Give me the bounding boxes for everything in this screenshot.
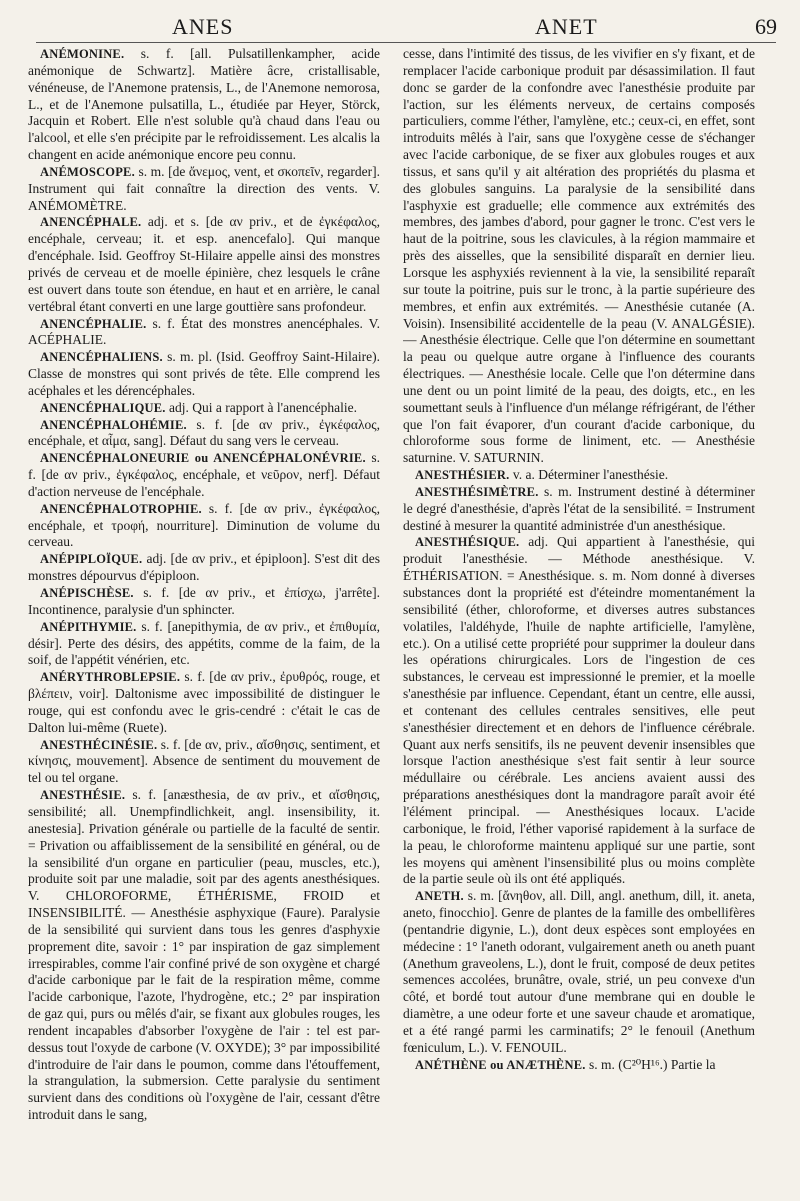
entry-definition: s. m. (C²⁰H¹⁶.) Partie la (585, 1056, 716, 1072)
dictionary-entry (28, 46, 380, 164)
entry-definition: s. f. [de αν priv., ἐγκέφαλος, encéphale, et τροφή, nourriture]. Diminution de volume du cerveau. (28, 500, 380, 550)
entry-definition: s. f. [de αν priv., ἐγκέφαλος, encéphale, et νεῦρον, nerf]. Défaut d'action nerveuse de l'encéphale. (28, 450, 380, 499)
entry-headword: ANETH. (415, 889, 464, 904)
entry-definition: adj. Qui a rapport à l'anencéphalie. (165, 399, 357, 415)
dictionary-entry (28, 737, 380, 788)
dictionary-entry (28, 619, 380, 670)
entry-definition: s. f. [de αν priv., ἐρυθρός, rouge, et βλέπειν, voir]. Daltonisme avec impossibilité de distinguer le rouge, qui est confondu avec le gris-cendré : c'était le cas de Dalton lui-même (Ruete). (28, 669, 380, 735)
header-rule (36, 42, 776, 43)
entry-definition: s. m. [ἄνηθον, all. Dill, angl. anethum, dill, it. aneta, aneto, finocchio]. Genre de plantes de la famille des ombellifères (pentandrie digynie, L.), dont deux espèces sont employées en médecine : 1° l'aneth odorant, vulgairement aneth ou aneth puant (Anethum graveolens, L.), dont le fruit, composé de deux petites semences accolées, brunâtre, ovale, strié, un peu convexe d'un côté, et bordé tout autour d'une membrane qui en double le diamètre, a une odeur forte et une saveur chaude et aromatique, et a été rangé parmi les carminatifs; 2° le fenouil (Anethum fœniculum, L.). V. FENOUIL. (403, 888, 755, 1055)
entry-headword: ANENCÉPHALONEURIE ou ANENCÉPHALONÉVRIE. (40, 451, 366, 466)
dictionary-entry (28, 585, 380, 619)
entry-definition: s. f. [anæsthesia, de αν priv., et αἴσθησις, sensibilité; all. Unempfindlichkeit, angl. insensibility, it. anestesia]. Privation générale ou partielle de la faculté de sentir. = Privation ou affaiblissement de la sensibilité en général, ou de la sensibilité d'un organe en particulier (peau, muscles, etc.), produite soit par une maladie, soit par des agents anesthésiques. V. CHLOROFORME, ÉTHÉRISME, FROID et INSENSIBILITÉ. — Anesthésie asphyxique (Faure). Paralysie de la sensibilité qui survient dans tous les genres d'asphyxie proprement dite, savoir : 1° par inspiration de gaz simplement irrespirables, comme l'air confiné privé de son oxygène et chargé d'acide carbonique par le fait de la respiration même, comme l'acide carbonique, l'azote, l'hydrogène, etc.; 2° par inspiration de gaz qui, purs ou mêlés d'air, se fixant aux globules rouges, les rendent incapables d'absorber l'oxygène de l'air : tel est par-dessus tout l'oxyde de carbone (V. OXYDE); 3° par impossibilité d'introduire de l'air dans le poumon, comme dans l'étouffement, la strangulation, la submersion. Cette paralysie du sentiment survient dans des conditions où l'oxygène de l'air, cessant d'être introduit dans le sang, (28, 787, 380, 1123)
dictionary-entry (28, 214, 380, 315)
entry-definition: adj. Qui appartient à l'anesthésie, qui produit l'anesthésie. — Méthode anesthésique. V. ÉTHÉRISATION. = Anesthésique. s. m. Nom donné à diverses substances dont la propriété est d'éteindre momentanément la sensibilité (éther, chloroforme, et diverses autres substances volatiles, l'aldéhyde, l'huile de naphte artificielle, l'amylène, etc.). On a utilisé cette propriété pour supprimer la douleur dans les opérations chirurgicales. Lors de l'ingestion de ces substances, le cerveau est impressionné le premier, et la moelle s'anesthésie par influence. Cependant, étant un centre, elle aussi, et contenant des cellules centrales sensitives, elle peut s'anesthésier directement et en dehors de l'influence cérébrale. Quant aux nerfs sensitifs, ils ne peuvent devenir insensibles que lorsque l'action anesthésique s'est fait sentir à leur source médullaire ou cérébrale. Les anciens avaient aussi des préparations anesthésiques dont la mandragore paraît avoir été l'élément principal. — Anesthésiques locaux. L'acide carbonique, le froid, l'éther vaporisé rapidement à la surface de la peau, le chloroforme maintenu appliqué sur une partie, sont les moyens qui amènent l'insensibilité plus ou moins complète de la partie seule où ils ont été appliqués. (403, 534, 755, 887)
dictionary-entry (403, 888, 755, 1056)
dictionary-entry (403, 46, 755, 467)
entry-headword: ANÉRYTHROBLEPSIE. (40, 670, 181, 685)
entry-headword: ANENCÉPHALOHÉMIE. (40, 417, 187, 432)
entry-headword: ANÉMOSCOPE. (40, 164, 135, 179)
dictionary-entry (28, 417, 380, 451)
dictionary-entry (403, 467, 755, 484)
entry-definition: adj. et s. [de αν priv., et de ἐγκέφαλος, encéphale, cerveau; it. et esp. anencefalo]. Qui manque d'encéphale. Isid. Geoffroy St-Hilaire appelle ainsi des monstres privés de cerveau et de moelle épinière, chez lesquels le crâne est ouvert dans toute son étendue, en haut et en arrière, le canal vertébral étant converti en une large gouttière sans profondeur. (28, 214, 380, 314)
entry-headword: ANÉPISCHÈSE. (40, 586, 134, 600)
dictionary-entry (28, 551, 380, 585)
entry-definition: s. m. [de ἄνεμος, vent, et σκοπεῖν, regarder]. Instrument qui fait connaître la direction des vents. V. ANÉMOMÈTRE. (28, 163, 380, 213)
page-number: 69 (755, 14, 777, 39)
entry-definition: s. f. [anepithymia, de αν priv., et ἐπιθυμία, désir]. Perte des désirs, des appétits, comme de la faim, de la soif, de l'appétit vénérien, etc. (28, 618, 380, 668)
entry-headword: ANÉMONINE. (40, 47, 125, 61)
entry-definition: cesse, dans l'intimité des tissus, de les vivifier en s'y fixant, et de remplacer l'acide carbonique produit par désassimilation. Il faut donc se garder de la confondre avec l'anesthésie produite par l'action, sur les éléments nerveux, de certains composés particuliers, comme l'éther, l'amylène, etc.; ceux-ci, en effet, sont introduits mêlés à l'air, sans que l'oxygène cesse de s'échanger avec l'acide carbonique, de se fixer aux globules rouges et aux tissus, et sans qu'il y ait altération des propriétés du plasma et des globules sanguins. La paralysie de la sensibilité dans l'asphyxie est graduelle; elle commence aux extrémités des membres, des jambes d'abord, pour gagner le tronc. C'est vers le haut de la poitrine, sous les clavicules, à la région mammaire et près des aisselles, que la sensibilité disparaît en dernier lieu. Lorsque les asphyxiés reviennent à la vie, la sensibilité reparaît sur toute la poitrine, puis sur le tronc, à la partie supérieure des membres, et enfin aux extrémités. — Anesthésie cutanée (A. Voisin). Insensibilité accidentelle de la peau (V. ANALGÉSIE). — Anesthésie électrique. Celle que l'on détermine en soumettant la peau ou quelque autre organe à l'influence des courants électriques. — Anesthésie locale. Celle que l'on détermine dans une dent ou un point limité de la peau, des doigts, etc., en les soumettant seuls à l'influence d'un mélange réfrigérant, de l'éther que l'on fait évaporer, d'un courant d'acide carbonique, du chloroforme sous forme de liniment, etc. — Anesthésie saturnine. V. SATURNIN. (403, 46, 755, 466)
entry-definition: s. f. [de αν priv., et ἐπίσχω, j'arrête]. Incontinence, paralysie d'un sphincter. (28, 585, 380, 617)
entry-definition: s. f. [de αν priv., ἐγκέφαλος, encéphale, et αἷμα, sang]. Défaut du sang vers le cerveau. (28, 416, 380, 449)
dictionary-entry (28, 316, 380, 350)
entry-headword: ANESTHÉSIE. (40, 788, 126, 803)
entry-headword: ANESTHÉSIQUE. (415, 535, 520, 550)
entry-definition: adj. [de αν priv., et épiploon]. S'est dit des monstres dépourvus d'épiploon. (28, 551, 380, 584)
entry-definition: s. f. État des monstres anencéphales. V. ACÉPHALIE. (28, 315, 380, 348)
entry-headword: ANENCÉPHALIE. (40, 316, 147, 331)
running-header (0, 6, 800, 42)
dictionary-entry (403, 534, 755, 888)
entry-headword: ANÉPITHYMIE. (40, 619, 137, 634)
header-left-word: ANES (172, 14, 234, 39)
dictionary-entry (28, 501, 380, 552)
entry-headword: ANÉTHÈNE ou ANÆTHÈNE. (415, 1057, 586, 1072)
dictionary-entry (28, 164, 380, 215)
dictionary-entry (28, 400, 380, 417)
dictionary-entry (28, 669, 380, 736)
header-right-word: ANET (535, 14, 598, 39)
dictionary-entry (28, 450, 380, 501)
entry-headword: ANÉPIPLOÏQUE. (40, 552, 143, 567)
entry-definition: s. f. [all. Pulsatillenkampher, acide anémonique de Schwartz]. Matière âcre, cristallisable, vénéneuse, de l'Anemone pratensis, L., de l'Anemone nemorosa, L., et de l'Anemone pulsatilla, L., étudiée par Heyer, Störck, Jacquin et Robert. Elle n'est soluble qu'à chaud dans l'eau ou l'alcool, et elle s'en précipite par le refroidissement. Les alcalis la changent en acide anémonique encore peu connu. (28, 46, 380, 163)
entry-definition: v. a. Déterminer l'anesthésie. (509, 467, 669, 483)
entry-definition: s. m. Instrument destiné à déterminer le degré d'anesthésie, d'après l'état de la sensibilité. = Instrument destiné à mesurer la quantité administrée d'un anesthésique. (403, 483, 755, 533)
entry-headword: ANESTHÉCINÉSIE. (40, 737, 158, 752)
dictionary-entry (28, 787, 380, 1124)
entry-headword: ANESTHÉSIER. (415, 468, 510, 483)
dictionary-entry (403, 484, 755, 535)
left-column (28, 46, 380, 1196)
dictionary-entry (403, 1057, 755, 1074)
entry-definition: s. f. [de αν, priv., αἴσθησις, sentiment, et κίνησις, mouvement]. Absence de sentiment du mouvement de tel ou tel organe. (28, 736, 380, 786)
entry-headword: ANENCÉPHALE. (40, 215, 142, 230)
right-column (403, 46, 755, 1196)
entry-headword: ANENCÉPHALIENS. (40, 350, 163, 365)
entry-headword: ANENCÉPHALOTROPHIE. (40, 501, 202, 516)
entry-headword: ANESTHÉSIMÈTRE. (415, 484, 539, 499)
entry-definition: s. m. pl. (Isid. Geoffroy Saint-Hilaire). Classe de monstres qui sont privés de tête. Elle comprend les acéphales et les dérencéphales. (28, 349, 380, 398)
entry-headword: ANENCÉPHALIQUE. (40, 400, 166, 415)
dictionary-entry (28, 349, 380, 400)
